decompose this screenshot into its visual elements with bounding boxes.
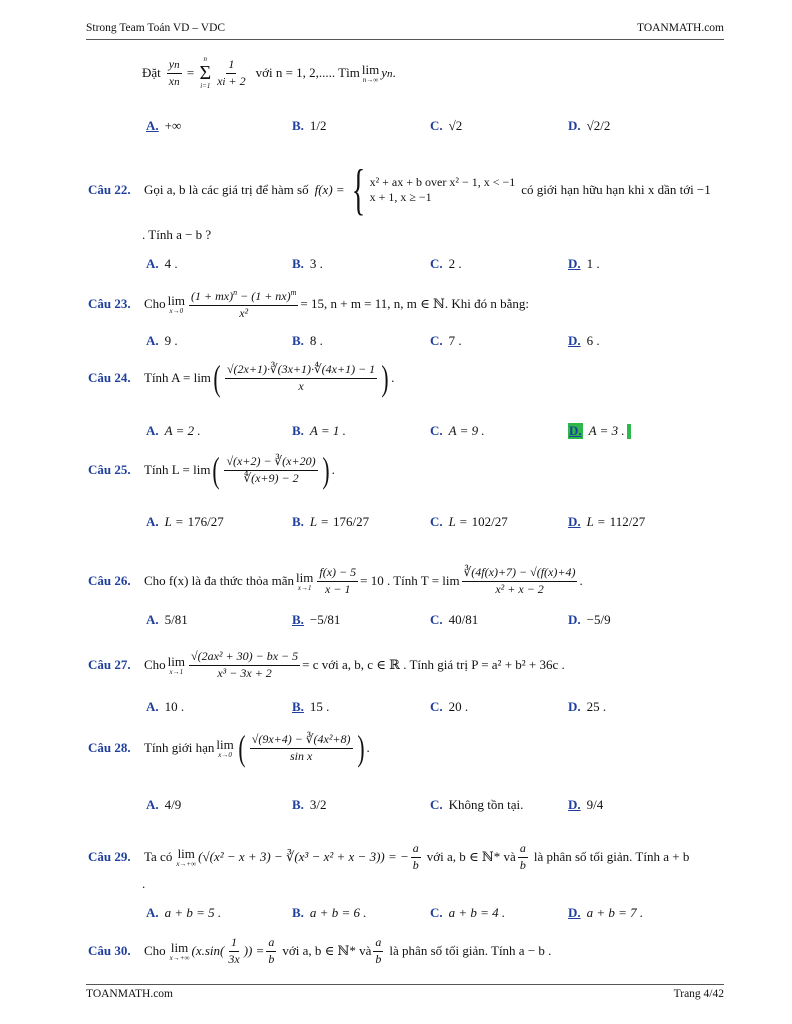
question-26: Câu 26. Cho f(x) là đa thức thỏa mãn lim x→1 $\frac{f(x) - 5}{x - 1}$ = 10 . Tính T = lim ∛(4f(x)+7) − √(f(x)+4) x² + x − 2 . [88,565,583,596]
q28-options [146,797,732,813]
option-c[interactable]: C. A = 9 . [430,423,485,438]
option-a[interactable]: A. A = 2 . [146,423,201,438]
page-header [86,22,724,40]
question-30: Câu 30. Cho lim x→+∞ (x.sin( 1 3x )) = $\frac{a}{b}$ với a, b ∈ ℕ* và a b là phân số tối giản. Tính a − b . [88,935,552,966]
option-d[interactable]: D. 1 . [568,256,600,271]
question-29: Câu 29. Ta có lim x→+∞ (√(x² − x + 3) − ∛(x³ − x² + x − 3)) = − $\frac{a}{b}$ với a, b ∈ ℕ* và a b là phân số tối giản. Tính a + b [88,841,690,872]
option-a[interactable]: A. 5/81 [146,612,188,627]
fraction-a-b: a b [519,841,526,872]
fraction-yn-xn: $\frac{yn}{xn}$ [168,56,180,88]
option-b[interactable]: B. a + b = 6 . [292,905,367,920]
header-left: Strong Team Toán VD – VDC [86,22,226,34]
option-b[interactable]: B. 15 . [292,699,330,714]
fraction-q24: √(2x+1)·∛(3x+1)·∜(4x+1) − 1 x [226,361,376,393]
option-a[interactable]: A. 10 . [146,699,185,714]
q29-continuation: . [142,876,146,891]
option-d[interactable]: D. a + b = 7 . [568,905,644,920]
question-23: Câu 23. Cho lim x→0 $\frac{(1 + mx)^n - (1 + nx)^m}{\text{x²}}$ = 15, n + m = 11, n, m ∈ ℕ. Khi đó n bằng: [88,288,530,320]
option-d[interactable]: D. 6 . [568,333,600,348]
option-d[interactable]: D. 9/4 [568,797,604,812]
question-24: Câu 24. Tính A = lim ( √(2x+1)·∛(3x+1)·∜(4x+1) − 1 x ) . [88,358,395,398]
piecewise-cases: x² + ax + b over x² − 1, x < −1 x + 1, x ≥ −1 [369,175,516,204]
option-b[interactable]: B. L = 176/27 [292,514,370,529]
fraction-sum-term: 1 xi + 2 [217,56,246,88]
option-b[interactable]: B. A = 1 . [292,423,346,438]
q21-continuation: Đặt $\frac{yn}{xn}$ = n Σ i=1 1 xi + 2 với n = 1, 2,..... Tìm lim n→∞ yn . [142,55,396,90]
q25-options [146,514,732,530]
option-c[interactable]: C. 40/81 [430,612,479,627]
page-number: Trang 4/42 [673,988,724,1000]
option-c[interactable]: C. 2 . [430,256,462,271]
limit-symbol: lim x→0 [216,736,234,759]
header-right: TOANMATH.com [637,22,724,34]
option-c[interactable]: C. 20 . [430,699,469,714]
fraction-q26b: ∛(4f(x)+7) − √(f(x)+4) x² + x − 2 [463,565,576,596]
fraction-q28: √(9x+4) − ∛(4x²+8) sin x [251,731,351,763]
option-b[interactable]: B. −5/81 [292,612,341,627]
fraction-q23: $\frac{(1 + mx)^n - (1 + nx)^m}{\text{x²}}$ [191,288,297,320]
fraction-a-b: a b [375,935,382,966]
question-27: Câu 27. Cho lim x→1 $\frac{\text{√(2ax² + 30) − bx − 5}}{\text{x³ − 3x + 2}}$ = c với a, b, c ∈ ℝ . Tính giá trị P = a² + b² + 36c . [88,649,565,680]
q22-continuation: . Tính a − b ? [142,227,212,242]
q21-options [146,118,732,134]
option-a[interactable]: A. 4 . [146,256,178,271]
option-b[interactable]: B. 3/2 [292,797,327,812]
option-c[interactable]: C. √2 [430,118,463,133]
option-d[interactable]: D. √2/2 [568,118,611,133]
limit-symbol: lim x→0 [167,292,186,315]
option-a[interactable]: A. L = 176/27 [146,514,224,529]
limit-symbol: lim x→+∞ [176,845,197,868]
q29-options [146,905,732,921]
page-footer [86,984,724,1000]
option-c[interactable]: C. 7 . [430,333,462,348]
option-b[interactable]: B. 3 . [292,256,323,271]
limit-symbol: lim x→1 [167,653,186,676]
option-c[interactable]: C. Không tồn tại. [430,797,524,812]
option-c[interactable]: C. a + b = 4 . [430,905,506,920]
highlight-marker [627,424,631,439]
fraction-q26a: $\frac{f(x) - 5}{x - 1}$ [319,565,357,596]
fraction-a-b: $\frac{a}{b}$ [268,935,275,966]
summation-symbol: n Σ i=1 [199,55,212,90]
option-d[interactable]: D. 25 . [568,699,607,714]
option-c[interactable]: C. L = 102/27 [430,514,508,529]
option-a[interactable]: A. 4/9 [146,797,182,812]
fraction-q25: √(x+2) − ∛(x+20) ∜(x+9) − 2 [226,453,316,485]
question-22: Câu 22. Gọi a, b là các giá trị để hàm số f(x) = { x² + ax + b over x² − 1, x < −1 x + 1, x ≥ −1 có giới hạn hữu hạn khi x dần tới −1 [88,159,711,221]
q27-options [146,699,732,715]
option-a[interactable]: A. 9 . [146,333,178,348]
limit-symbol: lim x→1 [296,569,314,592]
fraction-a-b: $\frac{a}{b}$ [412,841,419,872]
footer-left: TOANMATH.com [86,988,173,1000]
option-d[interactable]: D. −5/9 [568,612,611,627]
q23-options [146,333,732,349]
option-d[interactable]: D. L = 112/27 [568,514,646,529]
fraction-q27: $\frac{\text{√(2ax² + 30) − bx − 5}}{\text{x³ − 3x + 2}}$ [191,649,299,680]
q26-options [146,612,732,628]
limit-symbol: lim n→∞ [361,61,380,84]
fraction-1-3x: 1 3x [228,935,240,966]
option-a[interactable]: A. a + b = 5 . [146,905,222,920]
piecewise-brace: { [351,159,365,221]
question-28: Câu 28. Tính giới hạn lim x→0 ( √(9x+4) − ∛(4x²+8) sin x ) . [88,728,370,768]
q22-options [146,256,732,272]
option-a[interactable]: A. +∞ [146,118,182,133]
option-d[interactable]: D. A = 3 . [568,423,631,439]
option-b[interactable]: B. 1/2 [292,118,327,133]
question-25: Câu 25. Tính L = lim ( √(x+2) − ∛(x+20) ∜(x+9) − 2 ) . [88,450,335,490]
q24-options [146,423,732,439]
limit-symbol: lim x→+∞ [169,939,190,962]
option-b[interactable]: B. 8 . [292,333,323,348]
